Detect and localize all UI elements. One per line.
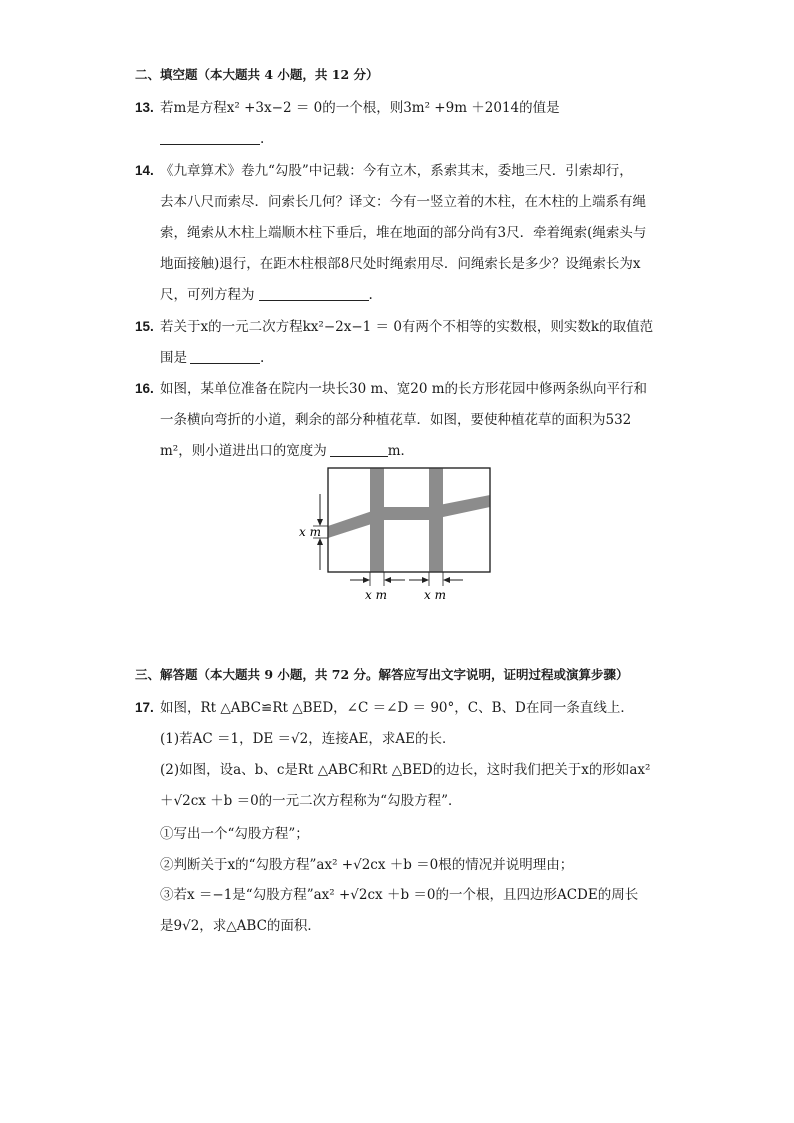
left-width-label: x m <box>299 525 321 539</box>
vertical-path-2 <box>429 468 443 572</box>
question-14-line-5 <box>160 286 373 304</box>
line-2-start: 围是 <box>160 350 187 366</box>
unit-m: m． <box>387 443 415 459</box>
period: . <box>260 350 265 366</box>
question-15-line-1: 若关于x的一元二次方程kx²−2x−1 ＝ 0有两个不相等的实数根，则实数k的取值范 <box>160 319 654 335</box>
garden-figure <box>295 462 505 604</box>
question-17-line-1: 如图，Rt △ABC≌Rt △BED，∠C ＝∠D ＝ 90°，C、B、D在同一条直线上． <box>160 700 634 716</box>
question-17-part-2-line-2: ＋√2cx ＋b ＝0的一元二次方程称为“勾股方程”． <box>160 793 462 809</box>
question-17-sub-1: ①写出一个“勾股方程”； <box>160 826 309 842</box>
question-14-number: 14. <box>135 163 154 178</box>
section-3-heading: 三、解答题（本大题共 9 小题，共 72 分。解答应写出文字说明，证明过程或演算步骤） <box>135 667 629 682</box>
bottom-width-label-1: x m <box>365 588 387 602</box>
question-17-sub-3-line-1: ③若x ＝−1是“勾股方程”ax² +√2cx ＋b ＝0的一个根，且四边形ACDE的周长 <box>160 887 639 903</box>
line-3-start: m²，则小道进出口的宽度为 <box>160 443 327 459</box>
question-15-number: 15. <box>135 319 154 334</box>
bottom-arrow-1-right-head <box>384 577 391 583</box>
answer-blank-16[interactable] <box>330 442 388 457</box>
bottom-arrow-1-left-head <box>363 577 370 583</box>
question-15-line-2 <box>160 349 264 367</box>
left-arrow-bottom-head <box>317 538 323 545</box>
question-17-part-1: (1)若AC ＝1，DE ＝√2，连接AE，求AE的长． <box>160 731 456 747</box>
question-14-line-2: 去本八尺而索尽．问索长几何？译文：今有一竖立着的木柱，在木柱的上端系有绳 <box>160 194 646 210</box>
answer-blank-13[interactable] <box>160 130 260 145</box>
question-17-number: 17. <box>135 700 154 715</box>
question-13-answer-line <box>160 130 264 148</box>
question-16-line-3 <box>160 442 414 460</box>
question-14-line-1: 《九章算术》卷九“勾股”中记载：今有立木，系索其末，委地三尺．引索却行， <box>160 163 633 179</box>
answer-blank-14[interactable] <box>259 286 369 301</box>
question-17-sub-2: ②判断关于x的“勾股方程”ax² +√2cx ＋b ＝0根的情况并说明理由； <box>160 857 574 873</box>
bottom-arrow-2-right-head <box>443 577 450 583</box>
question-14-line-3: 索，绳索从木柱上端顺木柱下垂后，堆在地面的部分尚有3尺．牵着绳索(绳索头与 <box>160 225 647 241</box>
section-2-heading: 二、填空题（本大题共 4 小题，共 12 分） <box>135 67 379 82</box>
bottom-arrow-2-left-head <box>422 577 429 583</box>
question-16-number: 16. <box>135 381 154 396</box>
question-17-sub-3-line-2: 是9√2，求△ABC的面积． <box>160 918 321 934</box>
question-17-part-2-line-1: (2)如图，设a、b、c是Rt △ABC和Rt △BED的边长，这时我们把关于x的形如ax² <box>160 762 651 778</box>
question-16-line-1: 如图，某单位准备在院内一块长30 m、宽20 m的长方形花园中修两条纵向平行和 <box>160 381 648 397</box>
question-14-line-4: 地面接触)退行，在距木柱根部8尺处时绳索用尽．问绳索长是多少？设绳索长为x <box>160 256 641 272</box>
period: . <box>260 131 265 147</box>
line-5-start: 尺，可列方程为 <box>160 287 255 303</box>
bottom-width-label-2: x m <box>424 588 446 602</box>
question-16-line-2: 一条横向弯折的小道，剩余的部分种植花草．如图，要使种植花草的面积为532 <box>160 412 632 428</box>
question-13-text: 若m是方程x² +3x−2 ＝ 0的一个根，则3m² +9m ＋2014的值是 <box>160 100 560 116</box>
question-13-number: 13. <box>135 100 154 115</box>
answer-blank-15[interactable] <box>190 349 260 364</box>
period: . <box>368 287 373 303</box>
